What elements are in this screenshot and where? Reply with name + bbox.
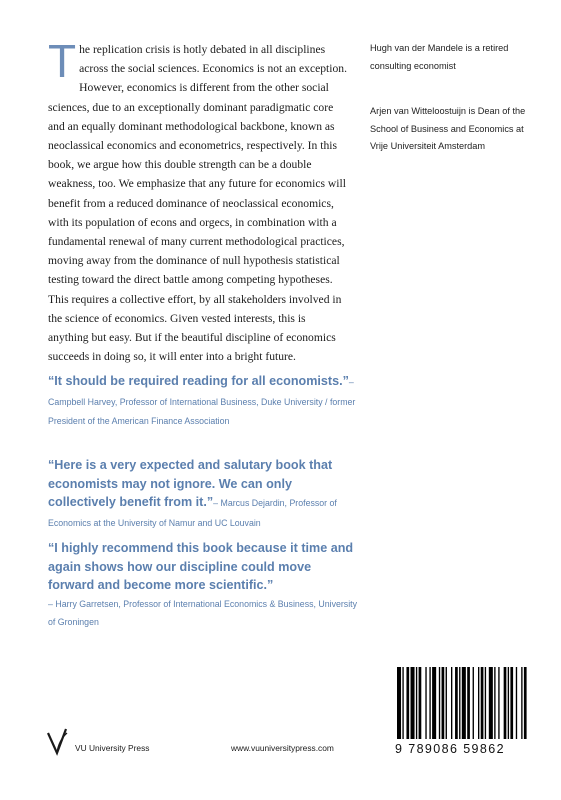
barcode-bar bbox=[485, 667, 486, 739]
barcode-bar bbox=[510, 667, 513, 739]
barcode-bars bbox=[397, 667, 559, 739]
barcode-bar bbox=[419, 667, 422, 739]
quote-attribution: – Campbell Harvey, Professor of International Business, Duke University / former President of the American Finance Association bbox=[48, 377, 356, 427]
barcode-bar bbox=[455, 667, 458, 739]
quote-attribution: – Harry Garretsen, Professor of International Economics & Business, University of Groningen bbox=[48, 598, 357, 628]
barcode-bar bbox=[446, 667, 447, 739]
endorsement-quote bbox=[48, 372, 358, 431]
quote-attribution: – Marcus Dejardin, Professor of Economics at the University of Namur and UC Louvain bbox=[48, 498, 337, 528]
author-bio-witteloostuijn: Arjen van Witteloostuijn is Dean of the School of Business and Economics at Vrije Universiteit Amsterdam bbox=[370, 106, 526, 151]
barcode-bar bbox=[397, 667, 401, 739]
barcode-bar bbox=[442, 667, 445, 739]
publisher-name: VU University Press bbox=[75, 743, 150, 753]
barcode-bar bbox=[478, 667, 479, 739]
barcode-bar bbox=[459, 667, 460, 739]
barcode-bar bbox=[416, 667, 417, 739]
barcode-bar bbox=[516, 667, 517, 739]
quote-text: “It should be required reading for all economists.” bbox=[48, 374, 349, 388]
barcode-bar bbox=[429, 667, 430, 739]
barcode-bar bbox=[411, 667, 415, 739]
drop-cap-letter: T bbox=[48, 35, 77, 87]
barcode-bar bbox=[467, 667, 470, 739]
barcode-bar bbox=[432, 667, 436, 739]
barcode-bar bbox=[521, 667, 522, 739]
barcode-bar bbox=[489, 667, 493, 739]
barcode-bar bbox=[524, 667, 527, 739]
barcode-bar bbox=[406, 667, 409, 739]
blurb-text: he replication crisis is hotly debated in all disciplines across the social sciences. Economics is not an exception. However, economics is different from the other social sciences, due to an exceptionally dominant paradigmatic core and an equally dominant methodological backbone, known as neoclassical economics and econometrics, respectively. In this book, we argue how this double strength can be a double weakness, too. We emphasize that any future for economics will benefit from a reduced dominance of neoclassical economics, with its population of econs and orgecs, in combination with a fundamental renewal of many current methodological practices, moving away from the dominance of null hypothesis statistical testing toward the direct battle among competing hypotheses. This requires a collective effort, by all stakeholders involved in the science of economics. Given vested interests, this is anything but easy. But if the beautiful discipline of economics succeeds in doing so, it will enter into a bright future. bbox=[48, 43, 347, 364]
isbn-barcode bbox=[393, 657, 561, 800]
barcode-bar bbox=[508, 667, 509, 739]
isbn-number: 9 789086 59862 bbox=[395, 742, 505, 756]
barcode-bar bbox=[439, 667, 440, 739]
barcode-bar bbox=[462, 667, 466, 739]
barcode-bar bbox=[498, 667, 499, 739]
publisher-website: www.vuuniversitypress.com bbox=[231, 743, 334, 753]
quote-text: “I highly recommend this book because it time and again shows how our discipline could move forward and become more scientific.” bbox=[48, 541, 354, 593]
vu-university-press-logo-icon bbox=[46, 727, 68, 757]
barcode-bar bbox=[481, 667, 484, 739]
barcode-bar bbox=[494, 667, 495, 739]
quote-text: “Here is a very expected and salutary book that economists may not ignore. We can only collectively benefit from it.” bbox=[48, 458, 333, 510]
barcode-bar bbox=[451, 667, 452, 739]
author-bio-mandele: Hugh van der Mandele is a retired consulting economist bbox=[370, 43, 509, 71]
barcode-bar bbox=[402, 667, 403, 739]
barcode-bar bbox=[504, 667, 507, 739]
barcode-bar bbox=[473, 667, 474, 739]
back-cover-blurb bbox=[48, 35, 348, 366]
endorsement-quote bbox=[48, 539, 358, 632]
barcode-bar bbox=[425, 667, 426, 739]
endorsement-quote bbox=[48, 456, 358, 532]
